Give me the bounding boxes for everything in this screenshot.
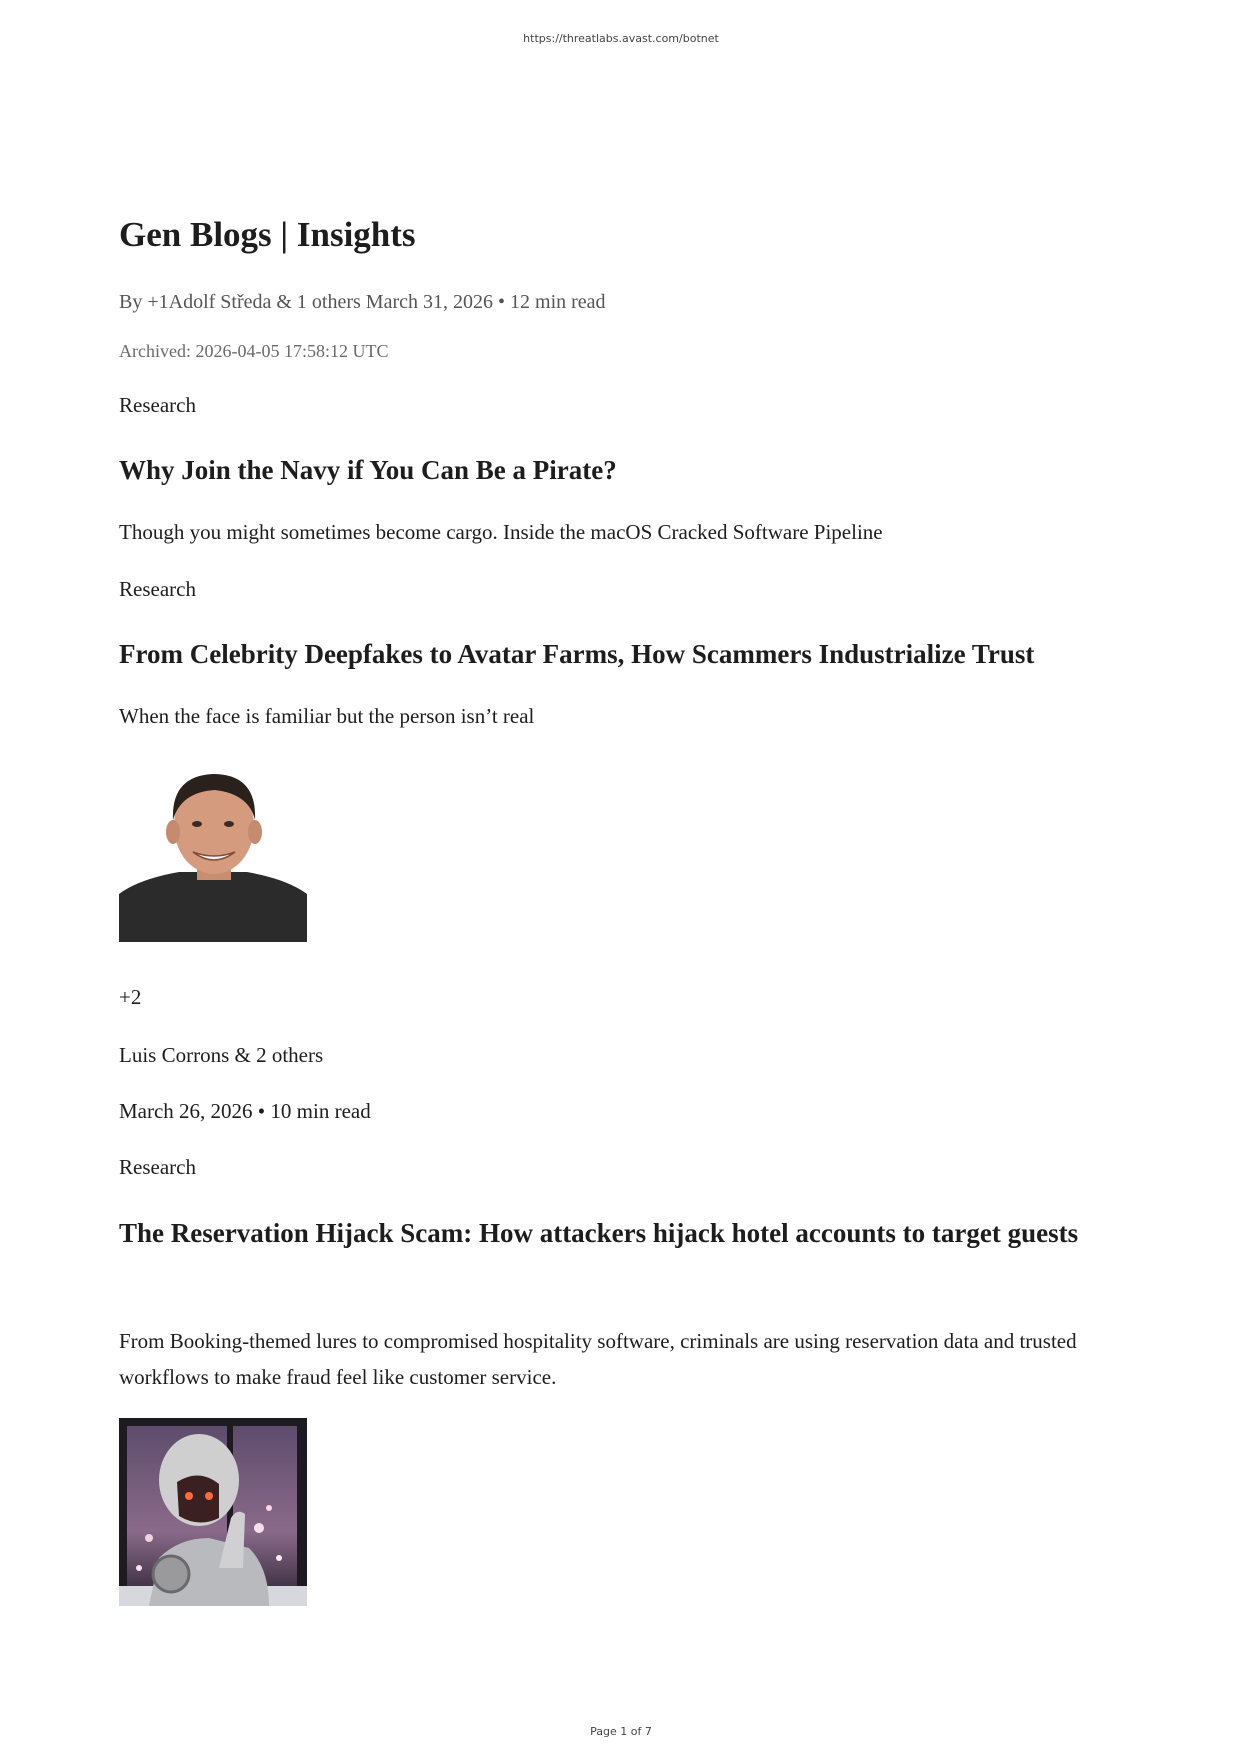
post-authors[interactable]: Luis Corrons & 2 others <box>119 1043 324 1067</box>
page-url: https://threatlabs.avast.com/botnet <box>523 32 719 45</box>
post-description: When the face is familiar but the person isn’t real <box>119 704 535 728</box>
robot-image[interactable] <box>119 1418 307 1606</box>
byline: By +1Adolf Středa & 1 others March 31, 2026 • 12 min read <box>119 291 606 313</box>
post-title[interactable]: Why Join the Navy if You Can Be a Pirate? <box>119 455 617 485</box>
post-category[interactable]: Research <box>119 577 196 601</box>
post-category[interactable]: Research <box>119 393 196 417</box>
archived-date: Archived: 2026-04-05 17:58:12 UTC <box>119 341 389 361</box>
author-photo-icon <box>119 754 307 942</box>
post-title[interactable]: From Celebrity Deepfakes to Avatar Farms, How Scammers Industrialize Trust <box>119 639 1035 669</box>
page-footer: Page 1 of 7 <box>590 1725 652 1738</box>
robot-image-icon <box>119 1418 307 1606</box>
page-title: Gen Blogs | Insights <box>119 215 416 254</box>
post-category[interactable]: Research <box>119 1155 196 1179</box>
post-description: From Booking-themed lures to compromised hospitality software, criminals are using reservation data and trusted workflows to make fraud feel like customer service. <box>119 1329 1077 1389</box>
author-count-badge: +2 <box>119 985 142 1009</box>
author-photo[interactable] <box>119 754 307 942</box>
post-description: Though you might sometimes become cargo. Inside the macOS Cracked Software Pipeline <box>119 520 883 544</box>
post-date-read: March 26, 2026 • 10 min read <box>119 1099 371 1123</box>
post-title[interactable]: The Reservation Hijack Scam: How attackers hijack hotel accounts to target guests <box>119 1218 1079 1248</box>
